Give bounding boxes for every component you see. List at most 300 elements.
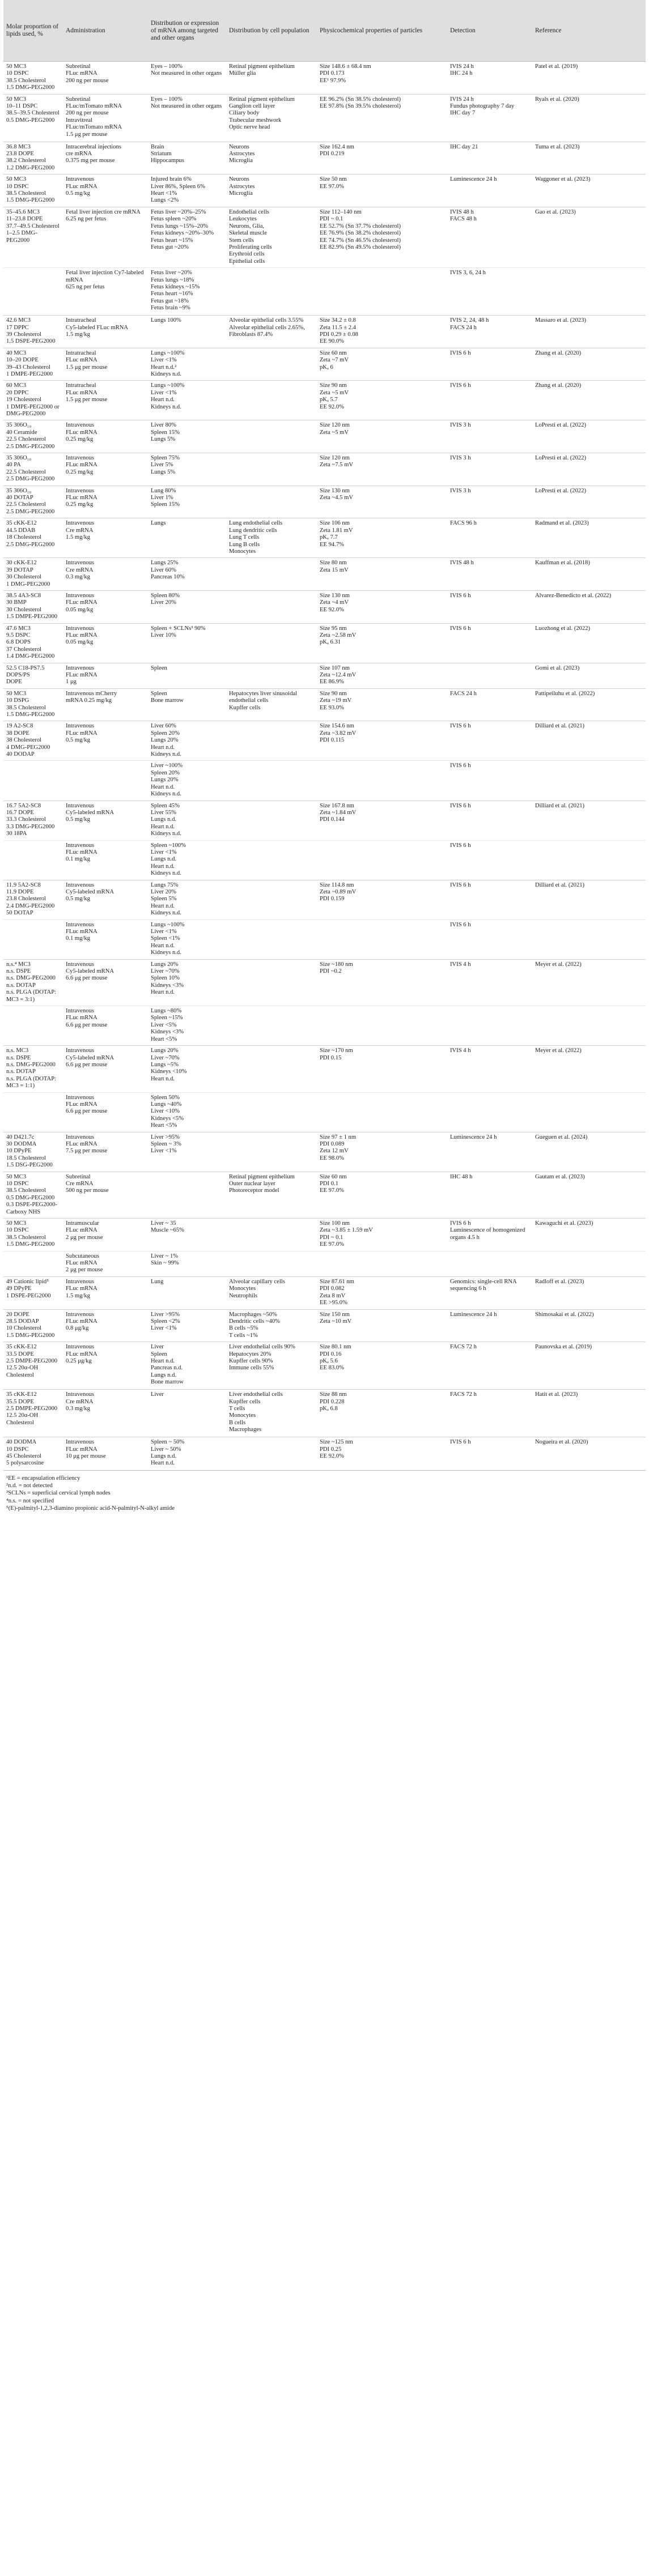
cell-physicochemical: Size 107 nm Zeta ~12.4 mV EE 86.9%: [317, 663, 447, 688]
cell-reference: [532, 1092, 646, 1132]
cell-cell-population: [226, 840, 317, 880]
cell-reference: Gueguen et al. (2024): [532, 1132, 646, 1172]
cell-physicochemical: [317, 919, 447, 959]
cell-administration: Intravenous Cy5-labeled mRNA 0.5 mg/kg: [63, 880, 148, 919]
cell-lipid-composition: 16.7 5A2-SC8 16.7 DOPE 33.3 Cholesterol 3.3 DMG-PEG2000 30 18PA: [3, 801, 63, 840]
cell-cell-population: [226, 1092, 317, 1132]
cell-organ-distribution: Fetus liver ~20%–25% Fetus spleen ~20% Fetus lungs ~15%–20% Fetus kidneys ~20%–30% Fetus heart ~15% Fetus gut ~20%: [148, 207, 226, 267]
cell-organ-distribution: Injured brain 6% Liver 86%, Spleen 6% Heart <1% Lungs <2%: [148, 174, 226, 207]
cell-administration: Intravenous FLuc mRNA 0.5 mg/kg: [63, 174, 148, 207]
cell-cell-population: Retinal pigment epithelium Müller glia: [226, 62, 317, 95]
cell-organ-distribution: Spleen 75% Liver 5% Lungs 5%: [148, 453, 226, 486]
cell-lipid-composition: 35 306O₁₀ 40 Ceramide 22.5 Cholesterol 2.5 DMG-PEG2000: [3, 420, 63, 453]
cell-lipid-composition: 49 Cationic lipid⁵ 49 DPyPE 1 DSPE-PEG2000: [3, 1276, 63, 1309]
cell-physicochemical: Size 154.6 nm Zeta ~3.82 mV PDI 0.115: [317, 721, 447, 761]
cell-physicochemical: Size 90 nm Zeta ~5 mV pKₐ 5.7 EE 92.0%: [317, 381, 447, 420]
cell-lipid-composition: 40 DODMA 10 DSPC 45 Cholesterol 5 polysarcosine: [3, 1437, 63, 1470]
cell-physicochemical: Size 80 nm Zeta 15 mV: [317, 558, 447, 591]
table-row: [3, 1092, 646, 1132]
cell-reference: Alvarez-Benedicto et al. (2022): [532, 590, 646, 623]
cell-cell-population: [226, 1046, 317, 1092]
table-row: [3, 1251, 646, 1276]
cell-detection: IVIS 6 h: [447, 801, 532, 840]
cell-cell-population: Endothelial cells Leukocytes Neurons, Glia, Skeletal muscle Stem cells Proliferating cells Erythroid cells Epithelial cells: [226, 207, 317, 267]
table-row: [3, 1390, 646, 1437]
cell-physicochemical: Size 148.6 ± 68.4 nm PDI 0.173 EE¹ 97.9%: [317, 62, 447, 95]
cell-cell-population: [226, 1251, 317, 1276]
cell-cell-population: [226, 880, 317, 919]
table-row: [3, 1172, 646, 1218]
cell-detection: FACS 96 h: [447, 518, 532, 558]
table-row: [3, 688, 646, 721]
cell-detection: [447, 663, 532, 688]
cell-lipid-composition: 42.6 MC3 17 DPPC 39 Cholesterol 1.5 DSPE-PEG2000: [3, 316, 63, 348]
table-row: [3, 1046, 646, 1092]
cell-administration: Intravenous mCherry mRNA 0.25 mg/kg: [63, 688, 148, 721]
cell-reference: Dilliard et al. (2021): [532, 880, 646, 919]
cell-physicochemical: Size 106 nm Zeta 1.81 mV pKₐ 7.7 EE 94.7%: [317, 518, 447, 558]
cell-cell-population: Neurons Astrocytes Microglia: [226, 174, 317, 207]
cell-lipid-composition: 35–45.6 MC3 11–23.8 DOPE 37.7–49.5 Cholesterol 1–2.5 DMG-PEG2000: [3, 207, 63, 267]
cell-physicochemical: Size 80.1 nm PDI 0.16 pKₐ 5.6 EE 83.0%: [317, 1342, 447, 1390]
cell-administration: Subretinal Cre mRNA 500 ng per mouse: [63, 1172, 148, 1218]
cell-administration: Fetal liver injection Cy7-labeled mRNA 625 ng per fetus: [63, 268, 148, 316]
table-row: [3, 268, 646, 316]
cell-reference: LoPresti et al. (2022): [532, 453, 646, 486]
cell-reference: Meyer et al. (2022): [532, 1046, 646, 1092]
cell-organ-distribution: Lungs 75% Liver 20% Spleen 5% Heart n.d. Kidneys n.d.: [148, 880, 226, 919]
table-row: [3, 1276, 646, 1309]
table-row: [3, 1342, 646, 1390]
cell-administration: Intravenous FLuc mRNA 1 μg: [63, 663, 148, 688]
table-row: [3, 1132, 646, 1172]
cell-organ-distribution: Liver >95% Spleen ~ 3% Liver <1%: [148, 1132, 226, 1172]
table-row: [3, 801, 646, 840]
cell-administration: Intravenous Cre mRNA 0.3 mg/kg: [63, 1390, 148, 1437]
table-row: [3, 142, 646, 174]
cell-physicochemical: Size 112–140 nm PDI ~ 0.1 EE 52.7% (Sn 37.7% cholesterol) EE 76.9% (Sn 38.2% cholesterol) EE 74.7% (Sn 46.5% cholesterol) EE 82.9% (Sn 49.5% cholesterol): [317, 207, 447, 267]
cell-reference: [532, 1251, 646, 1276]
table-row: [3, 663, 646, 688]
cell-detection: IHC 48 h: [447, 1172, 532, 1218]
cell-lipid-composition: 11.9 5A2-SC8 11.9 DOPE 23.8 Cholesterol 2.4 DMG-PEG2000 50 DOTAP: [3, 880, 63, 919]
table-header-row: [3, 0, 646, 62]
cell-cell-population: Liver endothelial cells Kupffer cells T cells Monocytes B cells Macrophages: [226, 1390, 317, 1437]
cell-administration: [63, 761, 148, 801]
cell-physicochemical: Size 120 nm Zeta ~5 mV: [317, 420, 447, 453]
cell-administration: Intratracheal FLuc mRNA 1.5 μg per mouse: [63, 381, 148, 420]
cell-administration: Intravenous Cy5-labeled mRNA 6.6 μg per mouse: [63, 1046, 148, 1092]
cell-administration: Intracerebral injections cre mRNA 0.375 mg per mouse: [63, 142, 148, 174]
cell-administration: Intravenous FLuc mRNA 0.1 mg/kg: [63, 840, 148, 880]
table-row: [3, 453, 646, 486]
cell-lipid-composition: 40 MC3 10–20 DOPE 39–43 Cholesterol 1 DMPE-PEG2000: [3, 348, 63, 381]
cell-lipid-composition: n.s.⁴ MC3 n.s. DSPE n.s. DMG-PEG2000 n.s. DOTAP n.s. PLGA (DOTAP: MC3 = 3:1): [3, 959, 63, 1006]
cell-lipid-composition: 19 A2-SC8 38 DOPE 38 Cholesterol 4 DMG-PEG2000 40 DODAP: [3, 721, 63, 761]
cell-physicochemical: [317, 761, 447, 801]
cell-cell-population: Retinal pigment epithelium Ganglion cell layer Ciliary body Trabecular meshwork Optic nerve head: [226, 94, 317, 142]
cell-cell-population: Hepatocytes liver sinusoidal endothelial cells Kupffer cells: [226, 688, 317, 721]
cell-organ-distribution: Liver ~ 1% Skin ~ 99%: [148, 1251, 226, 1276]
header-detection: Detection: [447, 0, 532, 62]
cell-detection: IVIS 6 h: [447, 919, 532, 959]
cell-physicochemical: Size 162.4 nm PDI 0.219: [317, 142, 447, 174]
cell-physicochemical: Size 34.2 ± 0.8 Zeta 11.5 ± 2.4 PDI 0.29 ± 0.08 EE 90.0%: [317, 316, 447, 348]
cell-reference: Radmand et al. (2023): [532, 518, 646, 558]
cell-detection: Luminescence 24 h: [447, 1132, 532, 1172]
cell-detection: IVIS 6 h: [447, 721, 532, 761]
cell-administration: Intratracheal Cy5-labeled FLuc mRNA 1.5 mg/kg: [63, 316, 148, 348]
cell-administration: Subcutaneous FLuc mRNA 2 μg per mouse: [63, 1251, 148, 1276]
cell-organ-distribution: Spleen + SCLNs³ 90% Liver 10%: [148, 623, 226, 663]
table-row: [3, 919, 646, 959]
cell-physicochemical: [317, 268, 447, 316]
table-row: [3, 840, 646, 880]
table-row: [3, 420, 646, 453]
table-row: [3, 62, 646, 95]
cell-cell-population: [226, 721, 317, 761]
cell-physicochemical: Size 120 nm Zeta ~7.5 mV: [317, 453, 447, 486]
cell-detection: IVIS 24 h IHC 24 h: [447, 62, 532, 95]
cell-administration: Intravenous FLuc mRNA 0.5 mg/kg: [63, 721, 148, 761]
table-body: [3, 62, 646, 1470]
cell-detection: IVIS 3 h: [447, 453, 532, 486]
cell-lipid-composition: 50 MC3 10 DSPC 38.5 Cholesterol 1.5 DMG-PEG2000: [3, 174, 63, 207]
table-row: [3, 721, 646, 761]
cell-lipid-composition: n.s. MC3 n.s. DSPE n.s. DMG-PEG2000 n.s. DOTAP n.s. PLGA (DOTAP: MC3 = 1:1): [3, 1046, 63, 1092]
cell-physicochemical: Size 95 nm Zeta ~2.58 mV pKₐ 6.31: [317, 623, 447, 663]
cell-lipid-composition: [3, 761, 63, 801]
cell-physicochemical: [317, 1251, 447, 1276]
cell-organ-distribution: Eyes – 100% Not measured in other organs: [148, 62, 226, 95]
cell-lipid-composition: 35 cKK-E12 44.5 DDAB 18 Cholesterol 2.5 DMG-PEG2000: [3, 518, 63, 558]
cell-organ-distribution: Liver ~100% Spleen 20% Lungs 20% Heart n.d. Kidneys n.d.: [148, 761, 226, 801]
cell-reference: Gomi et al. (2023): [532, 663, 646, 688]
header-administration: Administration: [63, 0, 148, 62]
cell-organ-distribution: Lung 80% Liver 1% Spleen 15%: [148, 486, 226, 518]
cell-organ-distribution: Spleen ~ 50% Liver ~ 50% Lungs n.d. Heart n.d.: [148, 1437, 226, 1470]
header-physicochemical: Physicochemical properties of particles: [317, 0, 447, 62]
cell-physicochemical: [317, 840, 447, 880]
cell-reference: Radloff et al. (2023): [532, 1276, 646, 1309]
cell-cell-population: [226, 268, 317, 316]
cell-cell-population: [226, 623, 317, 663]
cell-cell-population: [226, 959, 317, 1006]
cell-reference: Pattipeiluhu et al. (2022): [532, 688, 646, 721]
cell-physicochemical: Size 167.8 nm Zeta ~1.84 mV PDI 0.144: [317, 801, 447, 840]
footnotes: [3, 1470, 646, 1513]
cell-reference: Shimosakai et al. (2022): [532, 1309, 646, 1342]
cell-cell-population: [226, 801, 317, 840]
cell-reference: Ryals et al. (2020): [532, 94, 646, 142]
table-row: [3, 558, 646, 591]
cell-detection: [447, 1092, 532, 1132]
cell-detection: Luminescence 24 h: [447, 174, 532, 207]
cell-detection: [447, 1251, 532, 1276]
cell-organ-distribution: Liver Spleen Heart n.d. Pancreas n.d. Lungs n.d. Bone marrow: [148, 1342, 226, 1390]
cell-lipid-composition: 50 MC3 10–11 DSPC 38.5–39.5 Cholesterol 0.5 DMG-PEG2000: [3, 94, 63, 142]
lipid-formulation-table-page: [3, 0, 646, 1513]
cell-organ-distribution: Lungs ~100% Liver <1% Heart n.d.² Kidneys n.d.: [148, 348, 226, 381]
cell-reference: LoPresti et al. (2022): [532, 420, 646, 453]
cell-detection: FACS 72 h: [447, 1342, 532, 1390]
cell-reference: [532, 919, 646, 959]
footnote-ee: ¹EE = encapsulation efficiency: [6, 1475, 80, 1481]
cell-administration: Intravenous Cy5-labeled mRNA 6.6 μg per mouse: [63, 959, 148, 1006]
cell-physicochemical: Size 97 ± 1 nm PDI 0.089 Zeta 12 mV EE 98.0%: [317, 1132, 447, 1172]
cell-detection: IVIS 6 h: [447, 348, 532, 381]
table-row: [3, 590, 646, 623]
table-row: [3, 348, 646, 381]
cell-organ-distribution: Lungs 100%: [148, 316, 226, 348]
cell-lipid-composition: 52.5 C18-PS7.5 DOPS/PS DOPE: [3, 663, 63, 688]
cell-organ-distribution: Fetus liver ~20% Fetus lungs ~18% Fetus kidneys ~15% Fetus heart ~16% Fetus gut ~18% Fetus brain ~9%: [148, 268, 226, 316]
cell-administration: Intravenous FLuc mRNA 0.25 mg/kg: [63, 453, 148, 486]
cell-lipid-composition: 50 MC3 10 DSPC 38.5 Cholesterol 1.5 DMG-PEG2000: [3, 1219, 63, 1251]
table-row: [3, 207, 646, 267]
cell-administration: Intravenous FLuc mRNA 0.1 mg/kg: [63, 919, 148, 959]
cell-administration: Intravenous Cre mRNA 0.3 mg/kg: [63, 558, 148, 591]
cell-reference: Massaro et al. (2023): [532, 316, 646, 348]
cell-lipid-composition: 47.6 MC3 9.5 DSPC 6.8 DOPS 37 Cholesterol 1.4 DMG-PEG2000: [3, 623, 63, 663]
footnote-sclns: ³SCLNs = superficial cervical lymph nodes: [6, 1490, 111, 1497]
cell-lipid-composition: 30 cKK-E12 39 DOTAP 30 Cholesterol 1 DMG-PEG2000: [3, 558, 63, 591]
cell-lipid-composition: [3, 1006, 63, 1046]
cell-cell-population: [226, 558, 317, 591]
cell-lipid-composition: 20 DOPE 28.5 DODAP 10 Cholesterol 1.5 DMG-PEG2000: [3, 1309, 63, 1342]
cell-lipid-composition: 35 306O₁₀ 40 PA 22.5 Cholesterol 2.5 DMG-PEG2000: [3, 453, 63, 486]
cell-organ-distribution: Spleen 80% Liver 20%: [148, 590, 226, 623]
cell-organ-distribution: Lungs ~80% Spleen ~15% Liver <5% Kidneys <3% Heart <5%: [148, 1006, 226, 1046]
cell-detection: IVIS 3, 6, 24 h: [447, 268, 532, 316]
table-row: [3, 316, 646, 348]
cell-administration: Intravenous FLuc mRNA 0.25 μg/kg: [63, 1342, 148, 1390]
cell-organ-distribution: Lungs: [148, 518, 226, 558]
cell-administration: Intravenous FLuc mRNA 0.05 mg/kg: [63, 623, 148, 663]
cell-reference: Nogueira et al. (2020): [532, 1437, 646, 1470]
cell-detection: IVIS 6 h: [447, 880, 532, 919]
cell-cell-population: [226, 590, 317, 623]
cell-cell-population: [226, 420, 317, 453]
cell-reference: Waggoner et al. (2023): [532, 174, 646, 207]
cell-organ-distribution: Lungs 20% Liver ~70% Spleen 10% Kidneys <3% Heart n.d.: [148, 959, 226, 1006]
cell-administration: Intravenous Cy5-labeled mRNA 0.5 mg/kg: [63, 801, 148, 840]
cell-cell-population: [226, 663, 317, 688]
cell-detection: IVIS 6 h Luminescence of homogenized organs 4.5 h: [447, 1219, 532, 1251]
cell-reference: Hatit et al. (2023): [532, 1390, 646, 1437]
table-row: [3, 959, 646, 1006]
header-distribution-organs: Distribution or expression of mRNA among targeted and other organs: [148, 0, 226, 62]
cell-detection: IVIS 6 h: [447, 840, 532, 880]
cell-administration: Intravenous FLuc mRNA 7.5 μg per mouse: [63, 1132, 148, 1172]
footnote-cationic-lipid: ⁵(E)-palmityl-1,2,3-diamino propionic acid-N-palmityl-N-alkyl amide: [6, 1505, 175, 1512]
cell-organ-distribution: Eyes – 100% Not measured in other organs: [148, 94, 226, 142]
table-row: [3, 1437, 646, 1470]
cell-cell-population: [226, 1437, 317, 1470]
table-row: [3, 94, 646, 142]
cell-physicochemical: [317, 1006, 447, 1046]
cell-organ-distribution: Lung: [148, 1276, 226, 1309]
cell-organ-distribution: Lungs ~100% Liver <1% Spleen <1% Heart n.d. Kidneys n.d.: [148, 919, 226, 959]
cell-cell-population: [226, 919, 317, 959]
cell-detection: FACS 72 h: [447, 1390, 532, 1437]
cell-detection: IVIS 48 h FACS 48 h: [447, 207, 532, 267]
cell-organ-distribution: Liver >95% Spleen <2% Liver <1%: [148, 1309, 226, 1342]
cell-organ-distribution: Liver 60% Spleen 20% Lungs 20% Heart n.d. Kidneys n.d.: [148, 721, 226, 761]
cell-lipid-composition: [3, 919, 63, 959]
cell-cell-population: [226, 453, 317, 486]
cell-physicochemical: Size 87.61 nm PDI 0.082 Zeta 8 mV EE >95.0%: [317, 1276, 447, 1309]
cell-organ-distribution: Spleen ~100% Liver <1% Lungs n.d. Heart n.d. Kidneys n.d.: [148, 840, 226, 880]
table-row: [3, 1219, 646, 1251]
cell-reference: Dilliard et al. (2021): [532, 721, 646, 761]
cell-physicochemical: Size ~180 nm PDI ~0.2: [317, 959, 447, 1006]
cell-organ-distribution: Spleen 50% Lungs ~40% Liver <10% Kidneys <5% Heart <5%: [148, 1092, 226, 1132]
cell-physicochemical: Size ~125 nm PDI 0.25 EE 92.0%: [317, 1437, 447, 1470]
cell-reference: [532, 761, 646, 801]
table-row: [3, 1309, 646, 1342]
cell-detection: IHC day 21: [447, 142, 532, 174]
cell-administration: Subretinal FLuc mRNA 200 ng per mouse: [63, 62, 148, 95]
cell-cell-population: [226, 348, 317, 381]
cell-detection: IVIS 6 h: [447, 1437, 532, 1470]
cell-reference: Kawaguchi et al. (2023): [532, 1219, 646, 1251]
cell-administration: Intratracheal FLuc mRNA 1.5 μg per mouse: [63, 348, 148, 381]
cell-detection: IVIS 4 h: [447, 959, 532, 1006]
cell-detection: IVIS 48 h: [447, 558, 532, 591]
cell-reference: Gao et al. (2023): [532, 207, 646, 267]
cell-reference: Paunovska et al. (2019): [532, 1342, 646, 1390]
cell-lipid-composition: [3, 1092, 63, 1132]
cell-organ-distribution: Lungs 20% Liver ~70% Lungs ~5% Kidneys <10% Heart n.d.: [148, 1046, 226, 1092]
cell-physicochemical: Size 100 nm Zeta ~3.85 ± 1.59 mV PDI ~ 0.1 EE 97.0%: [317, 1219, 447, 1251]
cell-detection: IVIS 2, 24, 48 h FACS 24 h: [447, 316, 532, 348]
cell-detection: IVIS 6 h: [447, 381, 532, 420]
cell-reference: [532, 840, 646, 880]
cell-reference: Meyer et al. (2022): [532, 959, 646, 1006]
cell-reference: Zhang et al. (2020): [532, 381, 646, 420]
table-row: [3, 486, 646, 518]
cell-cell-population: [226, 761, 317, 801]
header-distribution-cells: Distribution by cell population: [226, 0, 317, 62]
cell-reference: Dilliard et al. (2021): [532, 801, 646, 840]
cell-organ-distribution: [148, 1172, 226, 1218]
cell-cell-population: Alveolar capillary cells Monocytes Neutrophils: [226, 1276, 317, 1309]
cell-reference: Tuma et al. (2023): [532, 142, 646, 174]
cell-reference: Kauffman et al. (2018): [532, 558, 646, 591]
cell-administration: Intravenous Cre mRNA 1.5 mg/kg: [63, 518, 148, 558]
cell-organ-distribution: Spleen Bone marrow: [148, 688, 226, 721]
cell-administration: Intravenous FLuc mRNA 0.05 mg/kg: [63, 590, 148, 623]
cell-detection: FACS 24 h: [447, 688, 532, 721]
cell-organ-distribution: Liver 80% Spleen 15% Lungs 5%: [148, 420, 226, 453]
cell-lipid-composition: 35 cKK-E12 35.5 DOPE 2.5 DMPE-PEG2000 12.5 20α-OH Cholesterol: [3, 1390, 63, 1437]
cell-cell-population: [226, 381, 317, 420]
cell-physicochemical: Size 90 nm Zeta ~19 mV EE 93.0%: [317, 688, 447, 721]
cell-lipid-composition: 40 D421.7c 30 DODMA 10 DPyPE 18.5 Cholesterol 1.5 DSG-PEG2000: [3, 1132, 63, 1172]
cell-lipid-composition: 50 MC3 10 DSPC 38.5 Cholesterol 0.5 DMG-PEG2000 0.3 DSPE-PEG2000-Carboxy NHS: [3, 1172, 63, 1218]
cell-organ-distribution: Liver: [148, 1390, 226, 1437]
cell-cell-population: [226, 1219, 317, 1251]
cell-lipid-composition: 36.8 MC3 23.8 DOPE 38.2 Cholesterol 1.2 DMG-PEG2000: [3, 142, 63, 174]
cell-administration: Intravenous FLuc mRNA 1.5 mg/kg: [63, 1276, 148, 1309]
cell-lipid-composition: 38.5 4A3-SC8 30 BMP 30 Cholesterol 1.5 DMPE-PEG2000: [3, 590, 63, 623]
cell-administration: Fetal liver injection cre mRNA 6.25 ng per fetus: [63, 207, 148, 267]
cell-administration: Intravenous FLuc mRNA 10 μg per mouse: [63, 1437, 148, 1470]
cell-lipid-composition: 60 MC3 20 DPPC 19 Cholesterol 1 DMPE-PEG2000 or DMG-PEG2000: [3, 381, 63, 420]
cell-physicochemical: [317, 1092, 447, 1132]
cell-cell-population: Liver endothelial cells 90% Hepatocytes 20% Kupffer cells 90% Immune cells 55%: [226, 1342, 317, 1390]
cell-reference: [532, 1006, 646, 1046]
cell-reference: Patel et al. (2019): [532, 62, 646, 95]
cell-organ-distribution: Lungs 25% Liver 60% Pancreas 10%: [148, 558, 226, 591]
cell-administration: Subretinal FLuc/mTomato mRNA 200 ng per mouse Intravitreal FLuc/mTomato mRNA 1.5 μg per mouse: [63, 94, 148, 142]
cell-cell-population: Macrophages ~50% Dendritic cells ~40% B cells ~5% T cells ~1%: [226, 1309, 317, 1342]
cell-organ-distribution: Spleen: [148, 663, 226, 688]
cell-administration: Intravenous FLuc mRNA 0.25 mg/kg: [63, 486, 148, 518]
cell-organ-distribution: Brain Striatum Hippocampus: [148, 142, 226, 174]
cell-physicochemical: Size 60 nm PDI 0.1 EE 97.0%: [317, 1172, 447, 1218]
cell-administration: Intravenous FLuc mRNA 0.8 μg/kg: [63, 1309, 148, 1342]
table-row: [3, 1006, 646, 1046]
cell-lipid-composition: [3, 840, 63, 880]
cell-lipid-composition: 50 MC3 10 DSPG 38.5 Cholesterol 1.5 DMG-PEG2000: [3, 688, 63, 721]
cell-detection: Genomics: single-cell RNA sequencing 6 h: [447, 1276, 532, 1309]
cell-lipid-composition: 50 MC3 10 DSPC 38.5 Cholesterol 1.5 DMG-PEG2000: [3, 62, 63, 95]
header-molar-proportion: Molar proportion of lipids used, %: [3, 0, 63, 62]
cell-physicochemical: Size 60 nm Zeta ~7 mV pKₐ 6: [317, 348, 447, 381]
cell-reference: Zhang et al. (2020): [532, 348, 646, 381]
cell-physicochemical: Size 50 nm EE 97.0%: [317, 174, 447, 207]
cell-administration: Intravenous FLuc mRNA 6.6 μg per mouse: [63, 1006, 148, 1046]
cell-detection: IVIS 6 h: [447, 761, 532, 801]
cell-detection: IVIS 6 h: [447, 623, 532, 663]
cell-administration: Intravenous FLuc mRNA 6.6 μg per mouse: [63, 1092, 148, 1132]
cell-cell-population: Retinal pigment epithelium Outer nuclear layer Photoreceptor model: [226, 1172, 317, 1218]
cell-organ-distribution: Lungs ~100% Liver <1% Heart n.d. Kidneys n.d.: [148, 381, 226, 420]
cell-reference: [532, 268, 646, 316]
cell-cell-population: [226, 1006, 317, 1046]
cell-reference: Gautam et al. (2023): [532, 1172, 646, 1218]
cell-cell-population: Neurons Astrocytes Microglia: [226, 142, 317, 174]
cell-detection: Luminescence 24 h: [447, 1309, 532, 1342]
table-row: [3, 518, 646, 558]
cell-physicochemical: Size 150 nm Zeta ~10 mV: [317, 1309, 447, 1342]
cell-physicochemical: EE 96.2% (Sn 38.5% cholesterol) EE 97.8% (Sn 39.5% cholesterol): [317, 94, 447, 142]
cell-lipid-composition: 35 cKK-E12 33.5 DOPE 2.5 DMPE-PEG2000 12.5 20α-OH Cholesterol: [3, 1342, 63, 1390]
cell-administration: Intramuscular FLuc mRNA 2 μg per mouse: [63, 1219, 148, 1251]
cell-organ-distribution: Spleen 45% Liver 55% Lungs n.d. Heart n.d. Kidneys n.d.: [148, 801, 226, 840]
cell-detection: IVIS 24 h Fundus photography 7 day IHC day 7: [447, 94, 532, 142]
cell-detection: IVIS 3 h: [447, 420, 532, 453]
cell-reference: Luozhong et al. (2022): [532, 623, 646, 663]
cell-detection: IVIS 4 h: [447, 1046, 532, 1092]
cell-detection: IVIS 6 h: [447, 590, 532, 623]
header-reference: Reference: [532, 0, 646, 62]
cell-cell-population: [226, 486, 317, 518]
cell-organ-distribution: Liver ~ 35 Muscle ~65%: [148, 1219, 226, 1251]
table-row: [3, 174, 646, 207]
cell-reference: LoPresti et al. (2022): [532, 486, 646, 518]
cell-physicochemical: Size 88 nm PDI 0.228 pKₐ 6.8: [317, 1390, 447, 1437]
cell-detection: IVIS 3 h: [447, 486, 532, 518]
footnote-ns: ⁴n.s. = not specified: [6, 1497, 54, 1504]
cell-administration: Intravenous FLuc mRNA 0.25 mg/kg: [63, 420, 148, 453]
table-row: [3, 381, 646, 420]
cell-physicochemical: Size 130 nm Zeta ~4 mV EE 92.0%: [317, 590, 447, 623]
cell-cell-population: Alveolar epithelial cells 3.55% Alveolar epithelial cells 2.65%, Fibroblasts 87.4%: [226, 316, 317, 348]
cell-physicochemical: Size 130 nm Zeta ~4.5 mV: [317, 486, 447, 518]
